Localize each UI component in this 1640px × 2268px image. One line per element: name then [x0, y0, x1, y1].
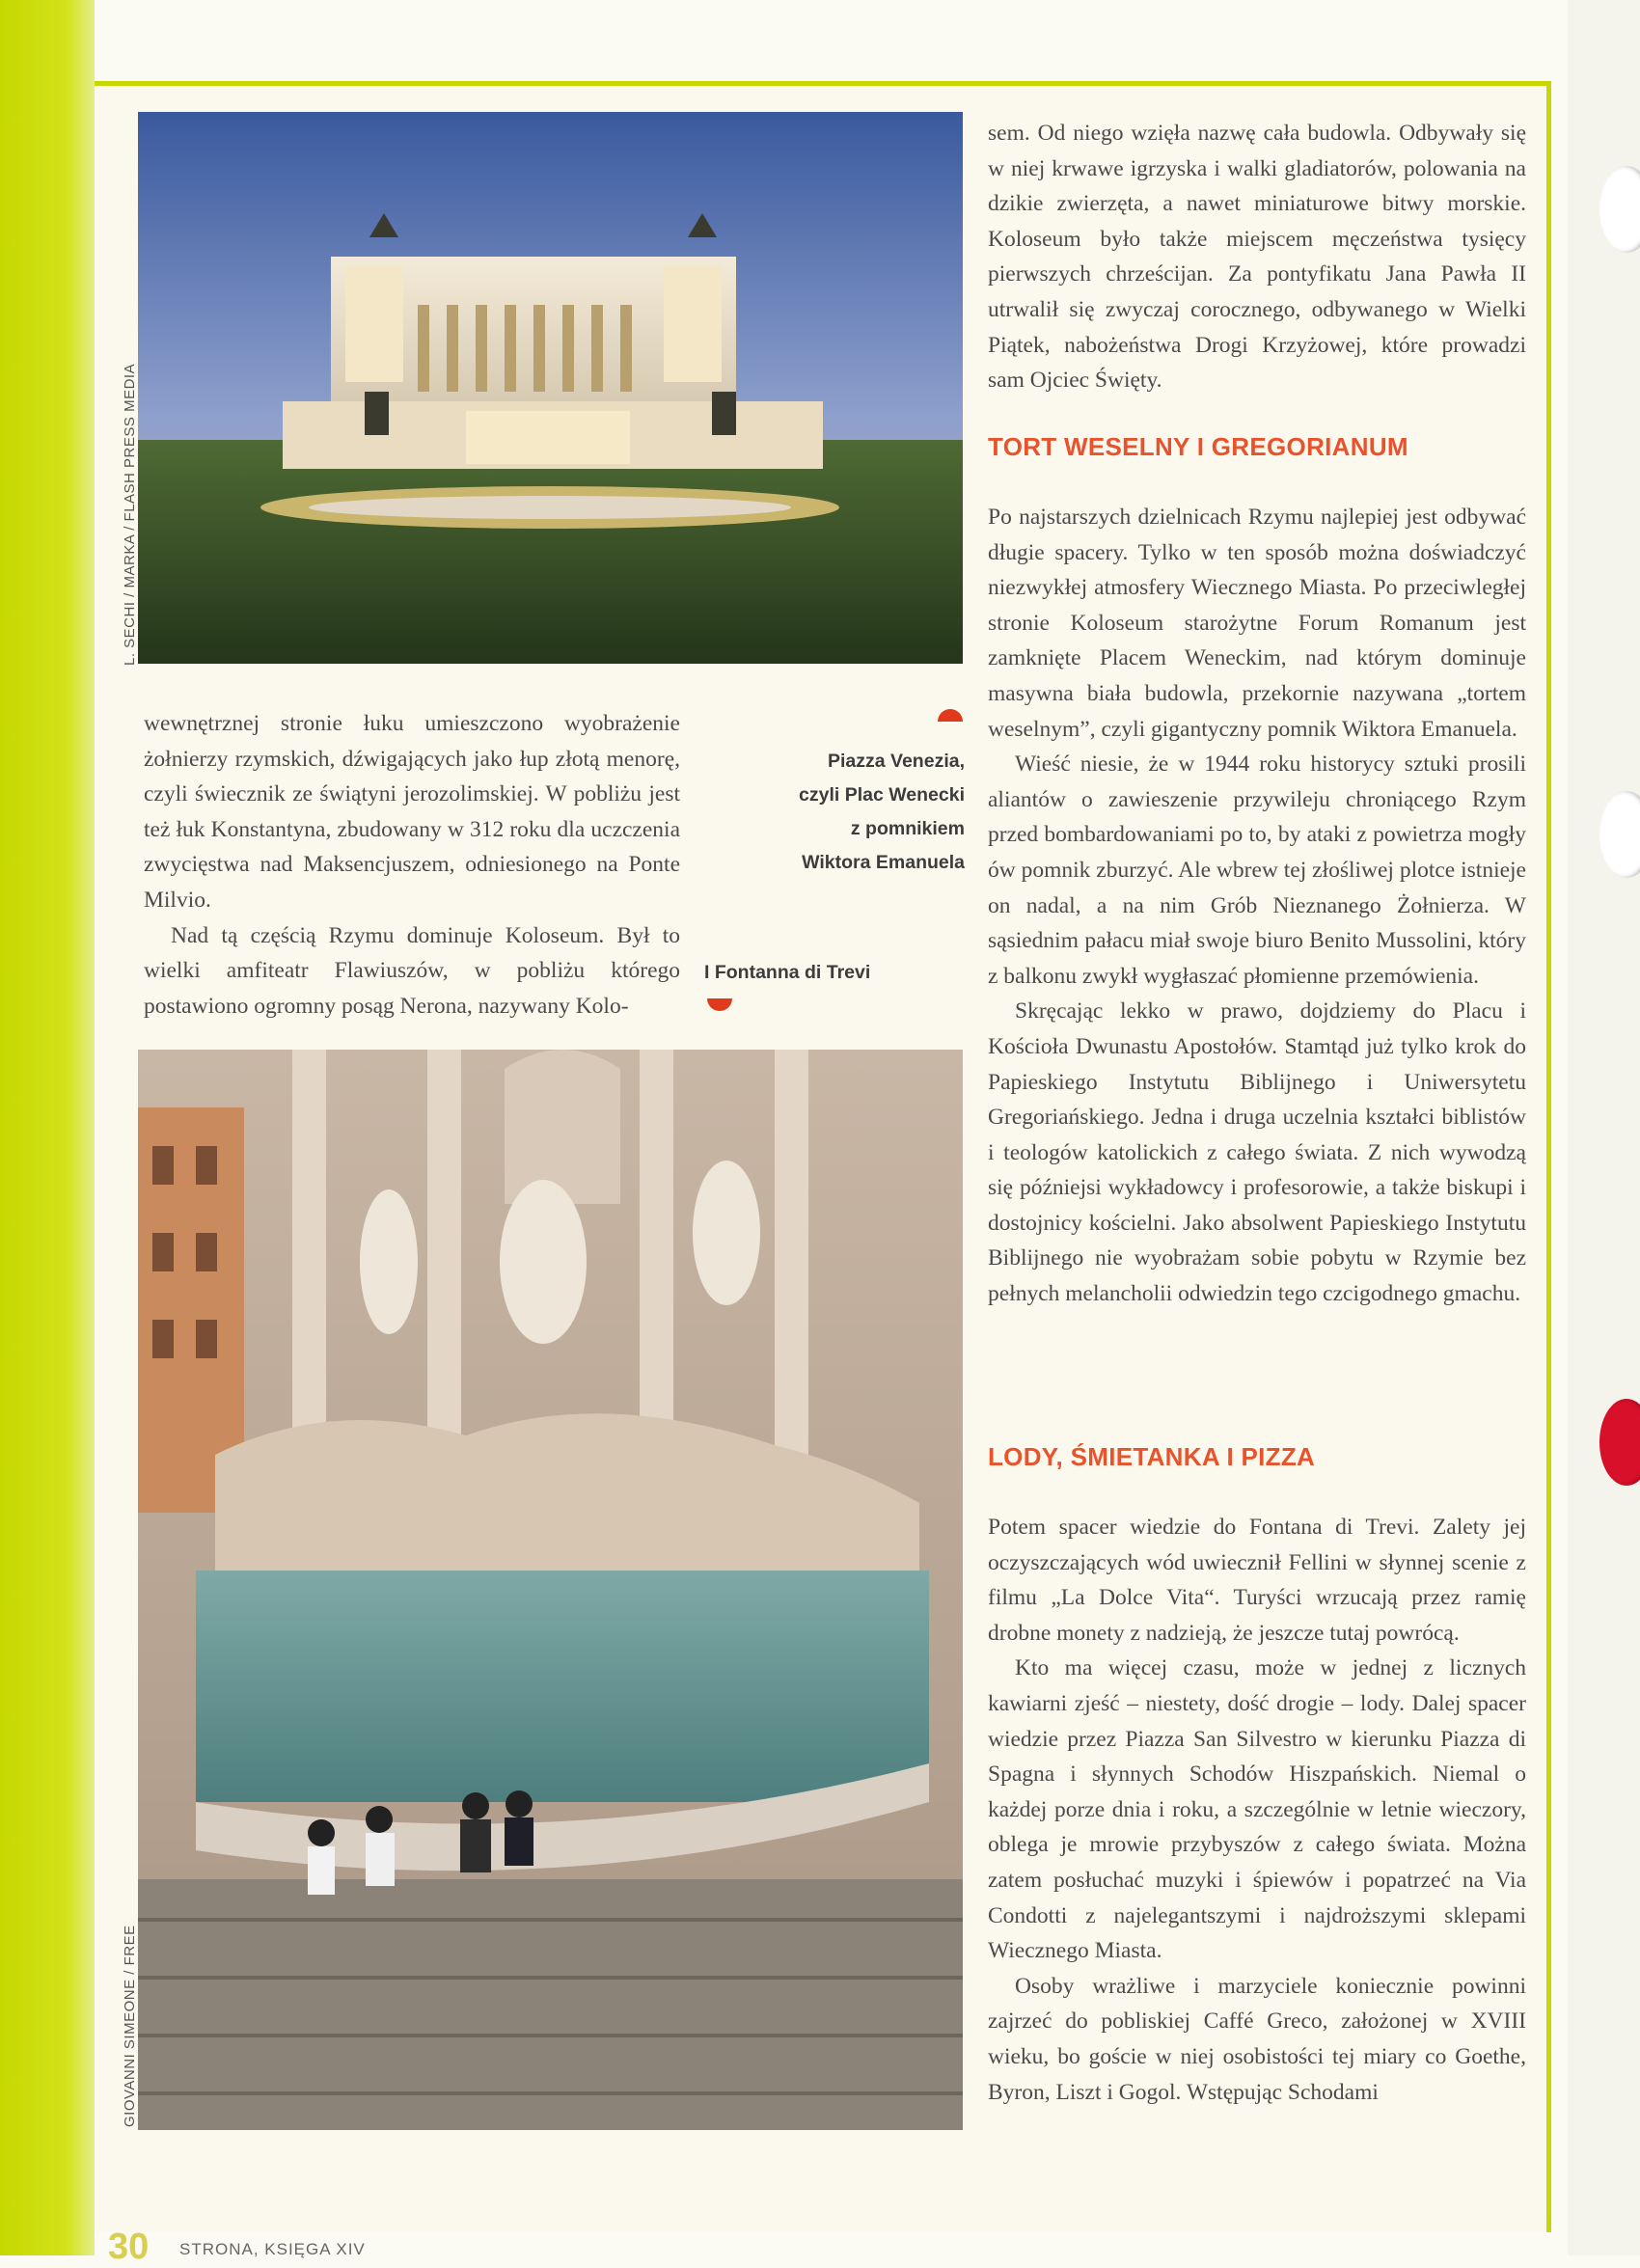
section-heading-tort-weselny: TORT WESELNY I GREGORIANUM — [988, 432, 1408, 461]
section2-paragraph-3: Osoby wrażliwe i marzyciele koniecznie powinni zajrzeć do pobliskiej Caffé Greco, założonej w XVIII wieku, bo goście w niej osobistości tej miary co Goethe, Byron, Liszt i Gogol. Wstępując Schodami — [988, 1973, 1526, 2105]
left-column — [144, 706, 680, 1024]
section1-body — [988, 500, 1526, 1312]
section-heading-lody: LODY, ŚMIETANKA I PIZZA — [988, 1442, 1316, 1471]
caption-line: Wiktora Emanuela — [802, 852, 965, 873]
caption-line: Piazza Venezia, — [828, 751, 965, 772]
left-paragraph-1: wewnętrznej stronie łuku umieszczono wyobrażenie żołnierzy rzymskich, dźwigających jako łup złotą menorę, czyli świecznik ze świątyni jerozolimskiej. W pobliżu jest też łuk Konstantyna, zbudowany w 312 roku dla uczczenia zwycięstwa nad Maksencjuszem, odniesionego na Ponte Milvio. — [144, 711, 680, 913]
section1-paragraph-3: Skręcając lekko w prawo, dojdziemy do Placu i Kościoła Dwunastu Apostołów. Stamtąd już tylko krok do Papieskiego Instytutu Biblijnego i Uniwersytetu Gregoriańskiego. Jedna i druga uczelnia kształci biblistów i teologów katolickich z całego świata. Z nich wywodzą się późniejsi wykładowcy i profesorowie, a także biskupi i dostojnicy kościelni. Jako absolwent Papieskiego Instytutu Biblijnego nie wyobrażam sobie pobytu w Rzymie bez pełnych melancholii odwiedzin tego czcigodnego gmachu. — [988, 998, 1526, 1307]
footer-title: STRONA, KSIĘGA XIV — [179, 2240, 366, 2258]
photo-credit-1: L. SECHI / MARKA / FLASH PRESS MEDIA — [122, 363, 138, 666]
caption-fontanna: I Fontanna di Trevi — [704, 962, 871, 983]
photo-credit-2: GIOVANNI SIMEONE / FREE — [122, 1925, 138, 2127]
fountain-illustration — [138, 1050, 963, 2130]
section1-paragraph-1: Po najstarszych dzielnicach Rzymu najlepiej jest odbywać długie spacery. Tylko w ten sposób można doświadczyć niezwykłej atmosfery Wiecznego Miasta. Po przeciwległej stronie Koloseum starożytne Forum Romanum jest zamknięte Placem Weneckim, nad którym dominuje masywna biała budowla, przekornie nazywana „tortem weselnym”, czyli gigantyczny pomnik Wiktora Emanuela. — [988, 505, 1526, 742]
section2-paragraph-1: Potem spacer wiedzie do Fontana di Trevi. Zalety jej oczyszczających wód uwiecznił Fellini w słynnej scenie z filmu „La Dolce Vita“. Turyści wrzucają przez ramię drobne monety z nadzieją, że jeszcze tutaj powrócą. — [988, 1515, 1526, 1646]
binder-edge — [1568, 0, 1640, 2255]
caption-piazza-venezia — [733, 745, 965, 880]
margin-stripe — [0, 0, 95, 2255]
section1-paragraph-2: Wieść niesie, że w 1944 roku historycy sztuki prosili aliantów o zawieszenie przywileju chroniącego Rzym przed bombardowaniami po to, by ataki z powietrza mogły ów pomnik zburzyć. Ale wbrew tej złośliwej plotce istnieje on nadal, a na nim Grób Nieznanego Żołnierza. W sąsiednim pałacu miał swoje biuro Benito Mussolini, który z balkonu zwykł wygłaszać płomienne przemówienia. — [988, 751, 1526, 989]
right-column-intro — [988, 116, 1526, 398]
photo-trevi-fountain — [138, 1050, 963, 2130]
photo-piazza-venezia — [138, 112, 963, 664]
section2-paragraph-2: Kto ma więcej czasu, może w jednej z licznych kawiarni zjeść – niestety, dość drogie – lody. Dalej spacer wiedzie przez Piazza San Silvestro w kierunku Piazza di Spagna i słynnych Schodów Hiszpańskich. Niemal o każdej porze dnia i roku, a szczególnie w letnie wieczory, oblega je mrowie przybyszów z całego świata. Można zatem posłuchać muzyki i śpiewów i popatrzeć na Via Condotti z najelegantszymi i najdroższymi sklepami Wiecznego Miasta. — [988, 1655, 1526, 1964]
right-intro-paragraph: sem. Od niego wzięła nazwę cała budowla. Odbywały się w niej krwawe igrzyska i walki gladiatorów, polowania na dzikie zwierzęta, a nawet miniaturowe bitwy morskie. Koloseum było także miejscem męczeństwa tysięcy pierwszych chrześcijan. Za pontyfikatu Jana Pawła II utrwalił się zwyczaj corocznego, odbywanego w Wielki Piątek, nabożeństwa Drogi Krzyżowej, które prowadzi sam Ojciec Święty. — [988, 121, 1526, 394]
caption-line: czyli Plac Wenecki — [799, 784, 965, 806]
page-number: 30 — [108, 2227, 150, 2267]
monument-illustration — [138, 112, 963, 664]
caption-line: z pomnikiem — [850, 818, 965, 839]
section2-body — [988, 1510, 1526, 2110]
left-paragraph-2: Nad tą częścią Rzymu dominuje Koloseum. Był to wielki amfiteatr Flawiuszów, w pobliżu którego postawiono ogromny posąg Nerona, nazywany Kolo- — [144, 922, 680, 1019]
